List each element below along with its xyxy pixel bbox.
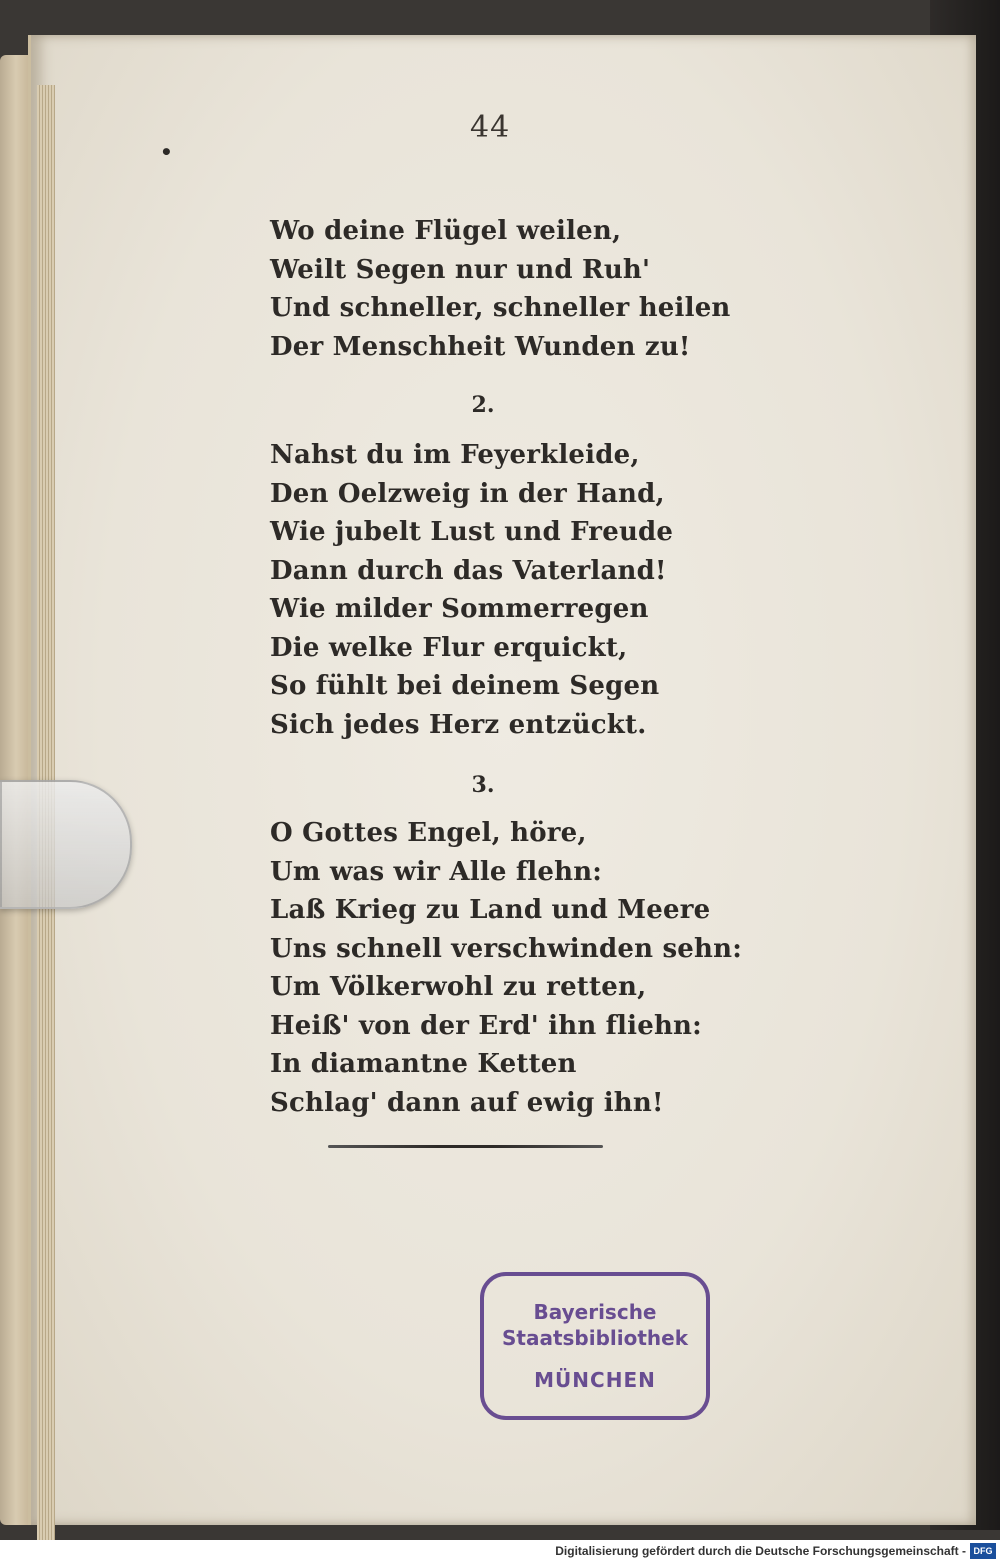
page-clip [0, 780, 132, 909]
dfg-logo: DFG [970, 1543, 996, 1559]
verse-line: Der Menschheit Wunden zu! [270, 331, 691, 362]
footer-bar [0, 1540, 1000, 1564]
verse-line: Dann durch das Vaterland! [270, 555, 667, 586]
page-number: 44 [470, 110, 511, 145]
stamp-line-1: Bayerische [533, 1300, 657, 1324]
verse-line: Wo deine Flügel weilen, [270, 216, 622, 246]
stanza-number-3: 3. [471, 772, 495, 798]
library-stamp [480, 1272, 710, 1420]
verse-line: So fühlt bei deinem Segen [270, 671, 660, 701]
verse-line: Uns schnell verschwinden sehn: [270, 933, 743, 964]
verse-line: Wie jubelt Lust und Freude [270, 517, 674, 547]
stamp-line-3: MÜNCHEN [534, 1368, 656, 1392]
stanza-2 [270, 436, 690, 744]
verse-line: Nahst du im Feyerkleide, [270, 440, 640, 470]
verse-line: O Gottes Engel, höre, [270, 818, 587, 848]
stanza-3 [270, 814, 743, 1122]
verse-line: Sich jedes Herz entzückt. [270, 709, 647, 740]
stamp-line-2: Staatsbibliothek [501, 1326, 689, 1350]
verse-line: Den Oelzweig in der Hand, [270, 478, 665, 509]
ornamental-rule [328, 1145, 603, 1148]
verse-line: Schlag' dann auf ewig ihn! [270, 1087, 664, 1118]
verse-line: Weilt Segen nur und Ruh' [270, 254, 651, 285]
verse-line: In diamantne Ketten [270, 1049, 577, 1079]
funding-credit: Digitalisierung gefördert durch die Deutsche Forschungsgemeinschaft - [555, 1544, 966, 1558]
verse-line: Um was wir Alle flehn: [270, 856, 603, 887]
verse-line: Heiß' von der Erd' ihn fliehn: [270, 1010, 702, 1041]
verse-line: Wie milder Sommerregen [270, 594, 649, 624]
verse-line: Die welke Flur erquickt, [270, 632, 628, 663]
ink-mark: • [160, 140, 173, 164]
stanza-1 [270, 212, 731, 366]
verse-line: Und schneller, schneller heilen [270, 293, 731, 323]
stanza-number-2: 2. [471, 392, 495, 418]
verse-line: Laß Krieg zu Land und Meere [270, 895, 711, 925]
verse-line: Um Völkerwohl zu retten, [270, 972, 647, 1002]
